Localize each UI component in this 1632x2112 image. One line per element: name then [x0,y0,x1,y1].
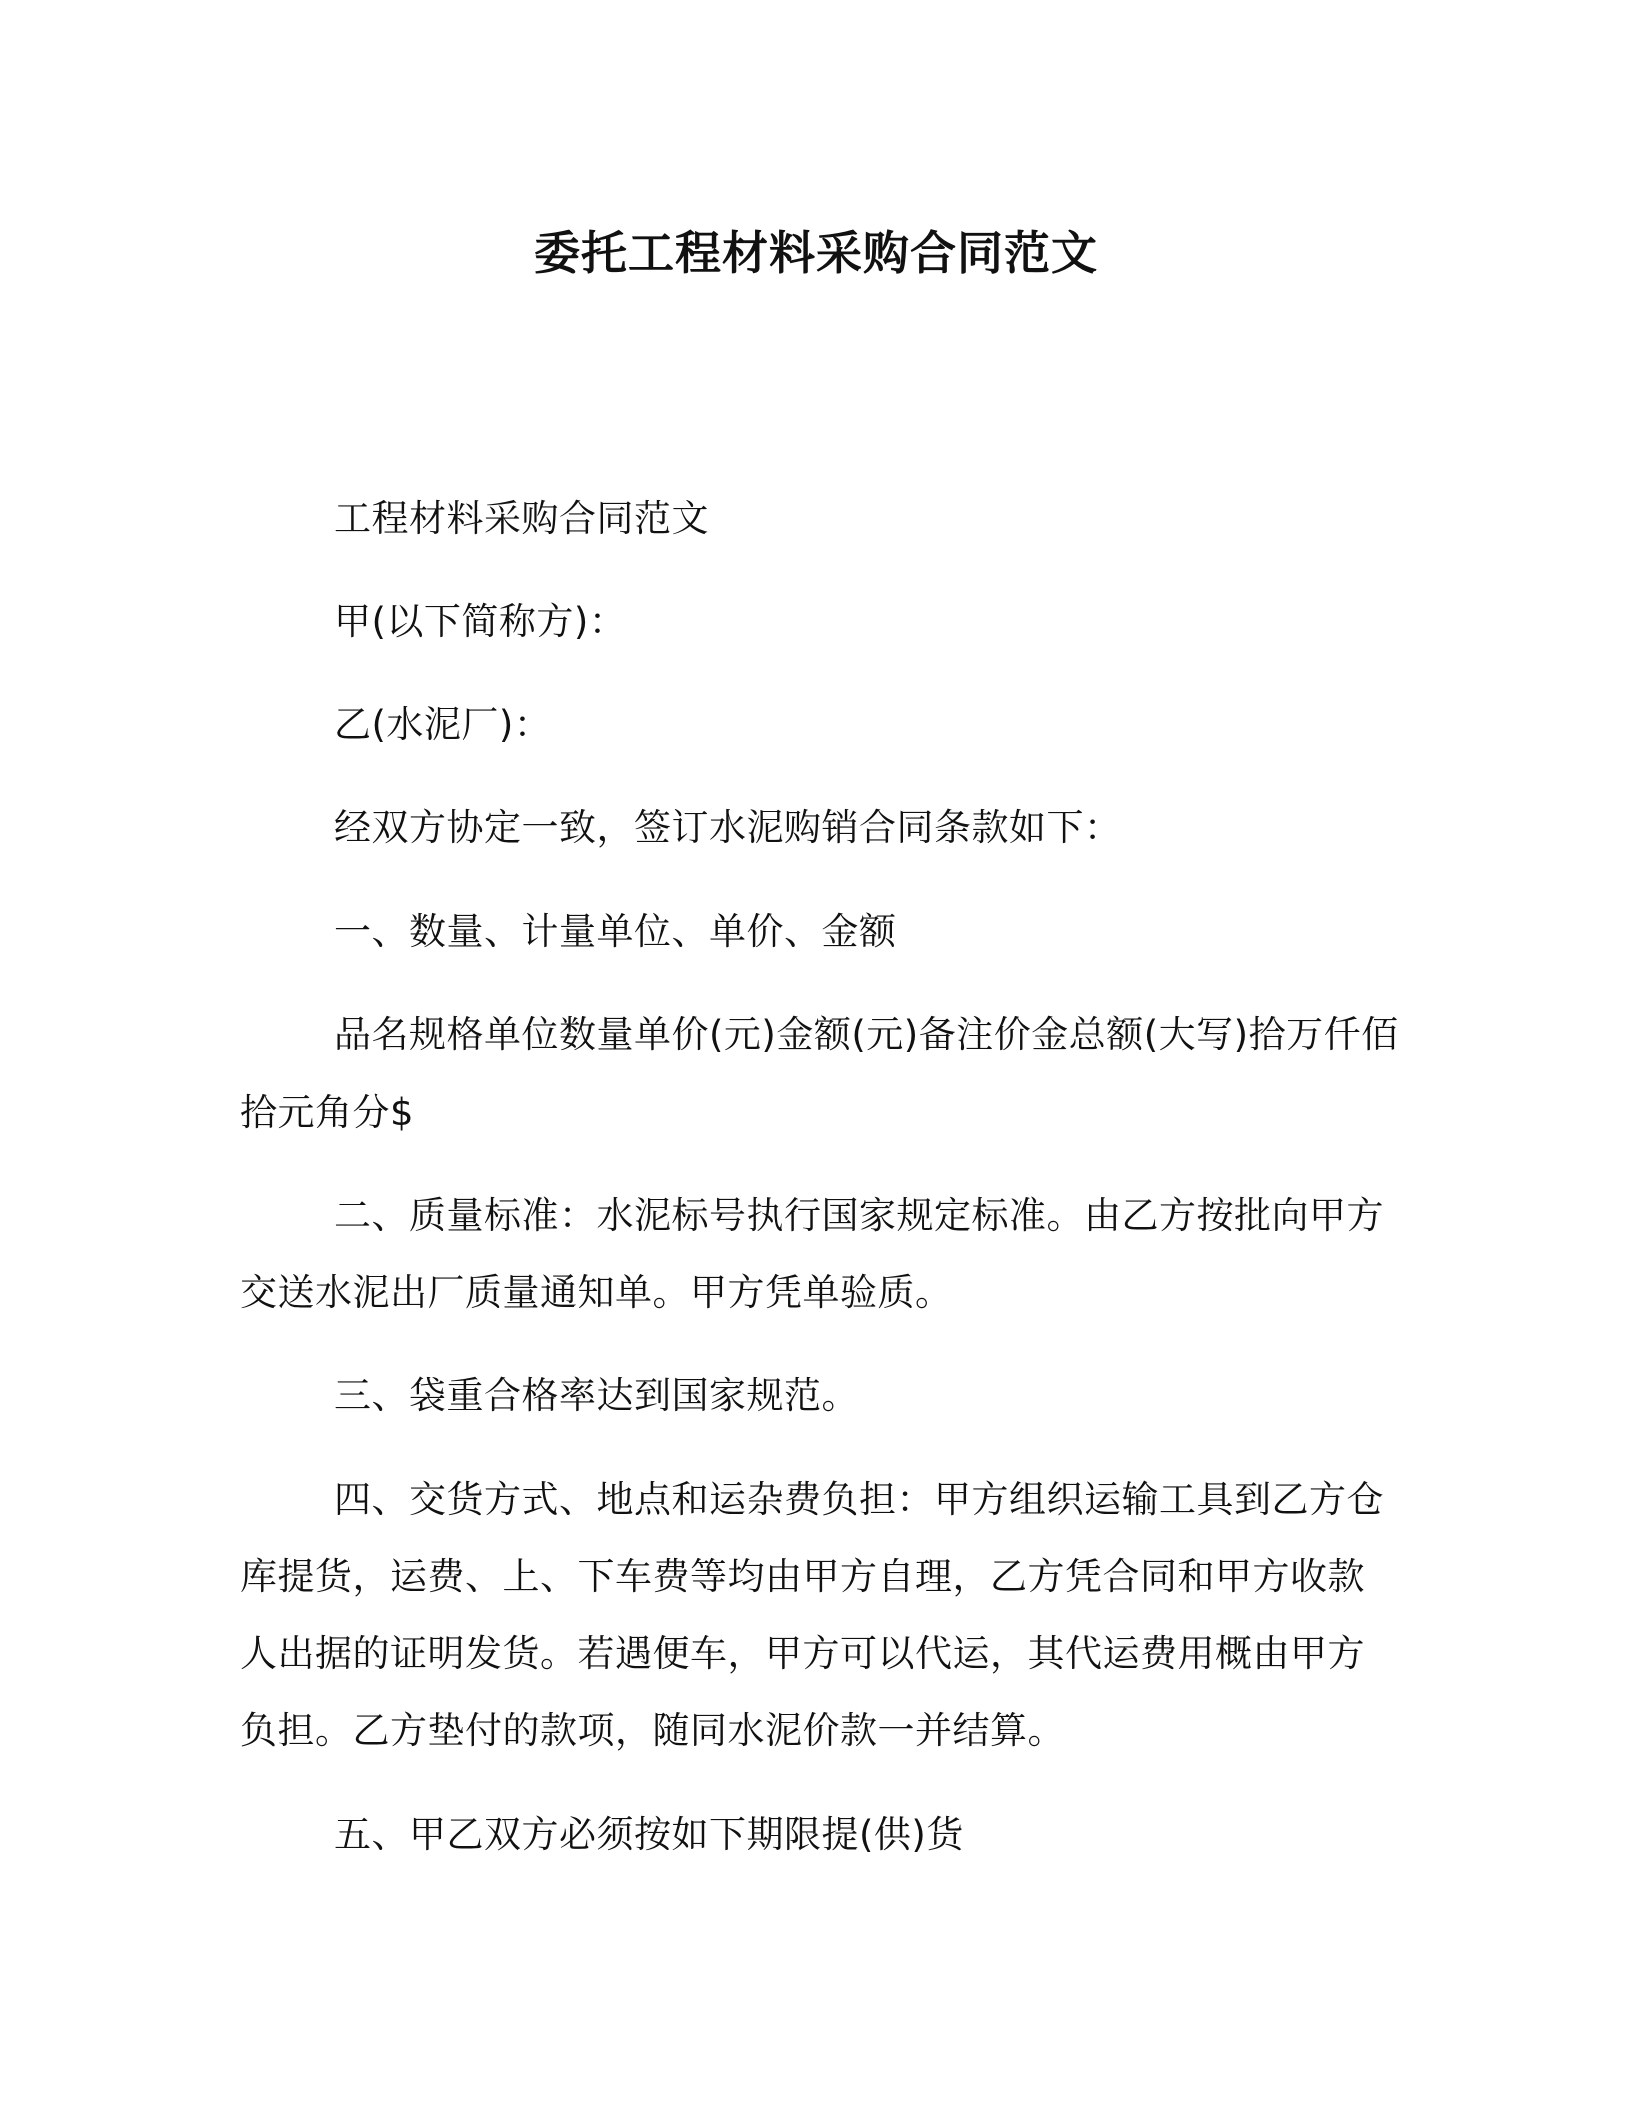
section-4-line-4: 负担。乙方垫付的款项，随同水泥价款一并结算。 [240,1709,1065,1752]
party-b-line: 乙(水泥厂)： [334,703,552,746]
section-1-heading: 一、数量、计量单位、单价、金额 [334,910,897,953]
section-5-line: 五、甲乙双方必须按如下期限提(供)货 [334,1813,964,1856]
document-title: 委托工程材料采购合同范文 [534,226,1098,280]
section-4-line-3: 人出据的证明发货。若遇便车，甲方可以代运，其代运费用概由甲方 [240,1632,1365,1675]
section-2-line-1: 二、质量标准：水泥标号执行国家规定标准。由乙方按批向甲方 [334,1194,1384,1237]
party-a-line: 甲(以下简称方)： [334,600,627,643]
section-1-detail-line-1: 品名规格单位数量单价(元)金额(元)备注价金总额(大写)拾万仟佰 [334,1013,1399,1056]
section-2-line-2: 交送水泥出厂质量通知单。甲方凭单验质。 [240,1271,953,1314]
subtitle-text: 工程材料采购合同范文 [334,497,709,540]
section-4-line-2: 库提货，运费、上、下车费等均由甲方自理，乙方凭合同和甲方收款 [240,1555,1365,1598]
intro-paragraph: 经双方协定一致，签订水泥购销合同条款如下： [334,806,1122,849]
section-1-detail-line-2: 拾元角分$ [240,1091,415,1134]
section-4-line-1: 四、交货方式、地点和运杂费负担：甲方组织运输工具到乙方仓 [334,1478,1384,1521]
section-3-line: 三、袋重合格率达到国家规范。 [334,1374,859,1417]
